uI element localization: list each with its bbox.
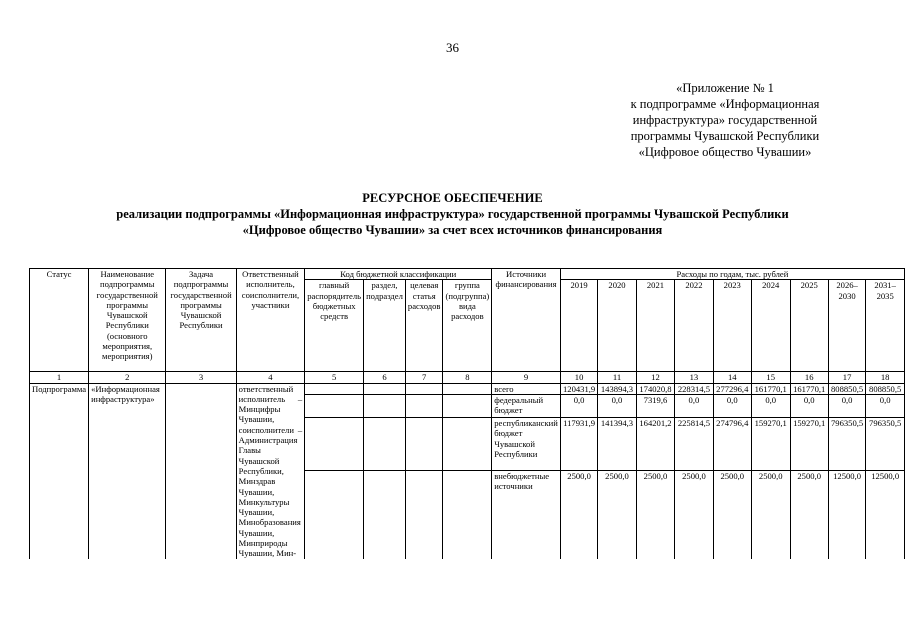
- value-cell: 0,0: [751, 394, 790, 417]
- column-number: 11: [598, 372, 636, 383]
- column-number: 1: [30, 372, 89, 383]
- code-cell: [443, 471, 492, 559]
- code-cell: [305, 383, 364, 394]
- value-cell: 161770,1: [751, 383, 790, 394]
- column-number: 2: [89, 372, 166, 383]
- column-number: 9: [492, 372, 561, 383]
- code-cell: [405, 417, 443, 470]
- code-cell: [405, 383, 443, 394]
- value-cell: 2500,0: [598, 471, 636, 559]
- row-executor: ответственный исполнитель – Минцифры Чувашии, соисполнители – Администрация Главы Чувашской Республики, Минздрав Чувашии, Минкультуры Чувашии, Минобразования Чувашии, Минприроды Чувашии, Мин-: [236, 383, 305, 559]
- value-cell: 0,0: [790, 394, 828, 417]
- document-title: [30, 190, 875, 238]
- header-section: раздел, подраздел: [364, 280, 406, 372]
- title-line: «Цифровое общество Чувашии» за счет всех источников финансирования: [242, 223, 663, 237]
- header-expenses: Расходы по годам, тыс. рублей: [560, 269, 904, 280]
- column-number: 17: [828, 372, 865, 383]
- value-cell: 2500,0: [636, 471, 675, 559]
- value-cell: 12500,0: [828, 471, 865, 559]
- page-number: 36: [446, 40, 459, 55]
- value-cell: 0,0: [828, 394, 865, 417]
- header-year: 2025: [790, 280, 828, 372]
- column-number: 14: [713, 372, 751, 383]
- value-cell: 225814,5: [675, 417, 713, 470]
- code-cell: [305, 417, 364, 470]
- code-cell: [305, 471, 364, 559]
- value-cell: 228314,5: [675, 383, 713, 394]
- source-label: федеральный бюджет: [492, 394, 561, 417]
- value-cell: 2500,0: [790, 471, 828, 559]
- row-task: [166, 383, 236, 559]
- appendix-line: инфраструктура» государственной: [632, 113, 818, 127]
- header-year: 2019: [560, 280, 597, 372]
- appendix-line: «Приложение № 1: [676, 81, 774, 95]
- value-cell: 2500,0: [560, 471, 597, 559]
- header-status: Статус: [30, 269, 89, 372]
- code-cell: [443, 383, 492, 394]
- header-group: группа (подгруппа) вида расходов: [443, 280, 492, 372]
- value-cell: 159270,1: [790, 417, 828, 470]
- code-cell: [364, 471, 406, 559]
- source-label: республиканский бюджет Чувашской Республики: [492, 417, 561, 470]
- column-number: 4: [236, 372, 305, 383]
- code-cell: [364, 394, 406, 417]
- column-number: 18: [866, 372, 905, 383]
- appendix-heading: [560, 80, 890, 160]
- header-year: 2031–2035: [866, 280, 905, 372]
- value-cell: 143894,3: [598, 383, 636, 394]
- value-cell: 808850,5: [828, 383, 865, 394]
- value-cell: 796350,5: [866, 417, 905, 470]
- header-year: 2024: [751, 280, 790, 372]
- value-cell: 164201,2: [636, 417, 675, 470]
- header-target: целевая статья расходов: [405, 280, 443, 372]
- value-cell: 0,0: [675, 394, 713, 417]
- header-sources: Источники финансирования: [492, 269, 561, 372]
- column-number: 10: [560, 372, 597, 383]
- value-cell: 159270,1: [751, 417, 790, 470]
- header-year: 2021: [636, 280, 675, 372]
- column-number: 13: [675, 372, 713, 383]
- value-cell: 174020,8: [636, 383, 675, 394]
- header-year: 2022: [675, 280, 713, 372]
- resource-table: [29, 268, 905, 559]
- code-cell: [305, 394, 364, 417]
- header-budget-code: Код бюджетной классификации: [305, 269, 492, 280]
- row-status: Подпрограмма: [30, 383, 89, 559]
- value-cell: 7319,6: [636, 394, 675, 417]
- appendix-line: программы Чувашской Республики: [630, 129, 820, 143]
- value-cell: 141394,3: [598, 417, 636, 470]
- value-cell: 274796,4: [713, 417, 751, 470]
- title-line: РЕСУРСНОЕ ОБЕСПЕЧЕНИЕ: [362, 191, 543, 205]
- header-year: 2023: [713, 280, 751, 372]
- row-name: «Информационная инфраструктура»: [89, 383, 166, 559]
- header-year: 2020: [598, 280, 636, 372]
- column-number: 3: [166, 372, 236, 383]
- code-cell: [443, 417, 492, 470]
- value-cell: 0,0: [866, 394, 905, 417]
- value-cell: 796350,5: [828, 417, 865, 470]
- header-grbs: главный распорядитель бюджетных средств: [305, 280, 364, 372]
- column-number: 7: [405, 372, 443, 383]
- title-line: реализации подпрограммы «Информационная инфраструктура» государственной программы Чувашской Республики: [116, 207, 789, 221]
- source-label: внебюджетные источники: [492, 471, 561, 559]
- value-cell: 2500,0: [751, 471, 790, 559]
- appendix-line: «Цифровое общество Чувашии»: [638, 145, 812, 159]
- header-executor: Ответственный исполнитель, соисполнители, участники: [236, 269, 305, 372]
- table-row: [30, 383, 905, 394]
- code-cell: [364, 417, 406, 470]
- appendix-line: к подпрограмме «Информационная: [630, 97, 820, 111]
- value-cell: 2500,0: [713, 471, 751, 559]
- value-cell: 808850,5: [866, 383, 905, 394]
- column-number: 8: [443, 372, 492, 383]
- code-cell: [405, 471, 443, 559]
- column-number: 6: [364, 372, 406, 383]
- column-number: 12: [636, 372, 675, 383]
- header-year: 2026–2030: [828, 280, 865, 372]
- column-number: 5: [305, 372, 364, 383]
- value-cell: 12500,0: [866, 471, 905, 559]
- value-cell: 277296,4: [713, 383, 751, 394]
- code-cell: [364, 383, 406, 394]
- value-cell: 117931,9: [560, 417, 597, 470]
- value-cell: 0,0: [598, 394, 636, 417]
- source-label: всего: [492, 383, 561, 394]
- code-cell: [405, 394, 443, 417]
- value-cell: 0,0: [713, 394, 751, 417]
- value-cell: 0,0: [560, 394, 597, 417]
- column-number: 16: [790, 372, 828, 383]
- column-number: 15: [751, 372, 790, 383]
- value-cell: 2500,0: [675, 471, 713, 559]
- value-cell: 161770,1: [790, 383, 828, 394]
- header-name: Наименование подпрограммы государственной программы Чувашской Республики (основного мероприятия, мероприятия): [89, 269, 166, 372]
- code-cell: [443, 394, 492, 417]
- value-cell: 120431,9: [560, 383, 597, 394]
- header-task: Задача подпрограммы государственной программы Чувашской Республики: [166, 269, 236, 372]
